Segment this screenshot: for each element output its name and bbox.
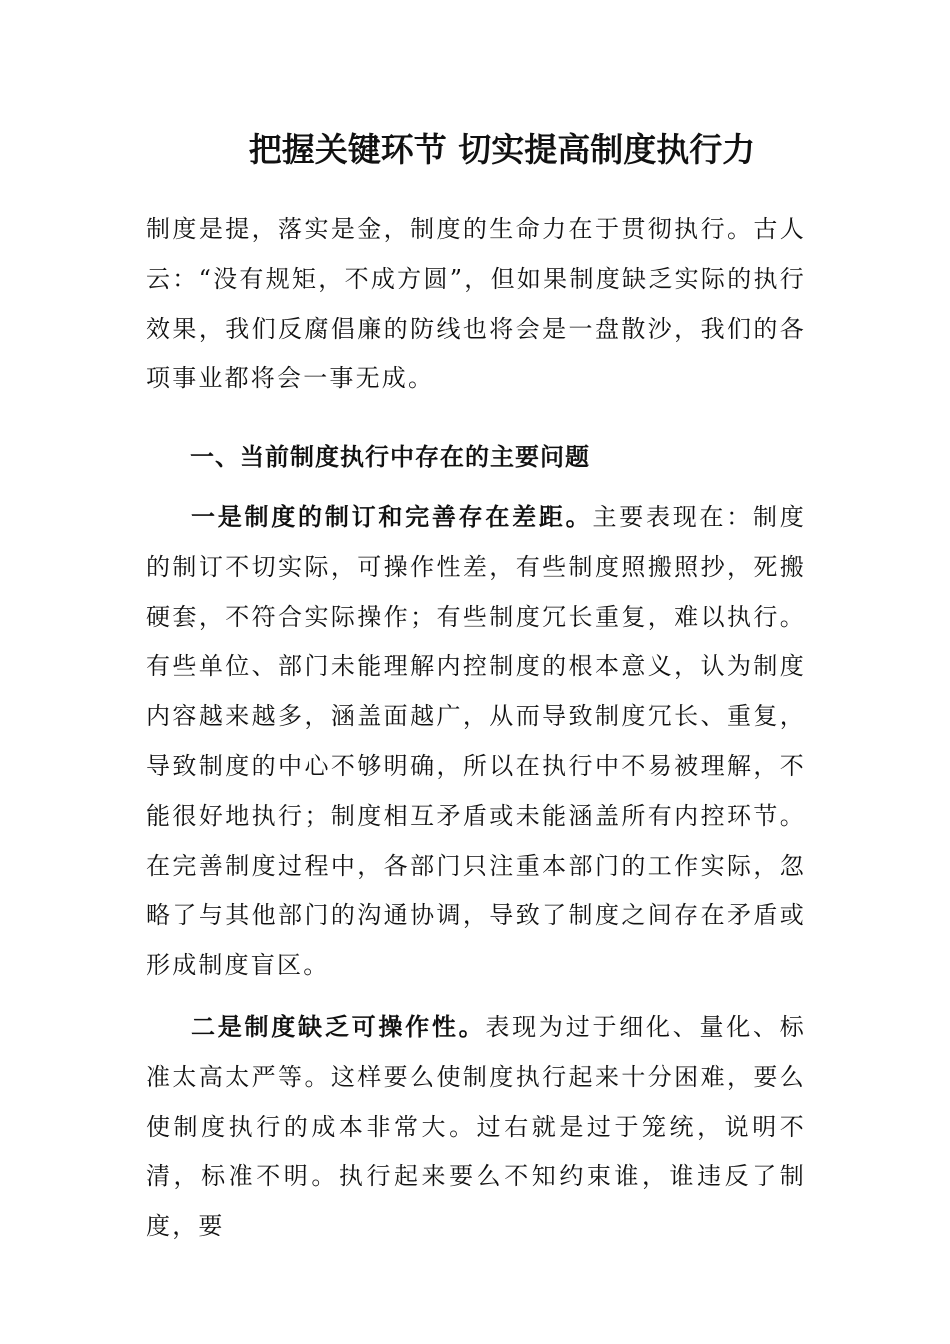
intro-paragraph: 制度是提，落实是金，制度的生命力在于贯彻执行。古人云：“没有规矩，不成方圆”，但如果制度缺乏实际的执行效果，我们反腐倡廉的防线也将会是一盘散沙，我们的各项事业都将会一事无成。 (146, 215, 806, 393)
paragraph-1-text: 主要表现在：制度的制订不切实际，可操作性差，有些制度照搬照抄，死搬硬套，不符合实际操作；有些制度冗长重复，难以执行。有些单位、部门未能理解内控制度的根本意义，认为制度内容越来越多，涵盖面越广，从而导致制度冗长、重复，导致制度的中心不够明确，所以在执行中不易被理解，不能很好地执行；制度相互矛盾或未能涵盖所有内控环节。在完善制度过程中，各部门只注重本部门的工作实际，忽略了与其他部门的沟通协调，导致了制度之间存在矛盾或形成制度盲区。 (146, 503, 806, 980)
document-title: 把握关键环节 切实提高制度执行力 (248, 130, 756, 169)
paragraph-1-lead: 一是制度的制订和完善存在差距。 (191, 502, 593, 531)
section-heading: 一、当前制度执行中存在的主要问题 (190, 442, 590, 471)
paragraph-2-text: 表现为过于细化、量化、标准太高太严等。这样要么使制度执行起来十分困难，要么使制度执行的成本非常大。过右就是过于笼统，说明不清，标准不明。执行起来要么不知约束谁，谁违反了制度，要 (146, 1013, 807, 1241)
paragraph-2 (146, 1002, 806, 1252)
paragraph-2-lead: 二是制度缺乏可操作性。 (191, 1012, 486, 1041)
paragraph-1 (146, 492, 806, 991)
